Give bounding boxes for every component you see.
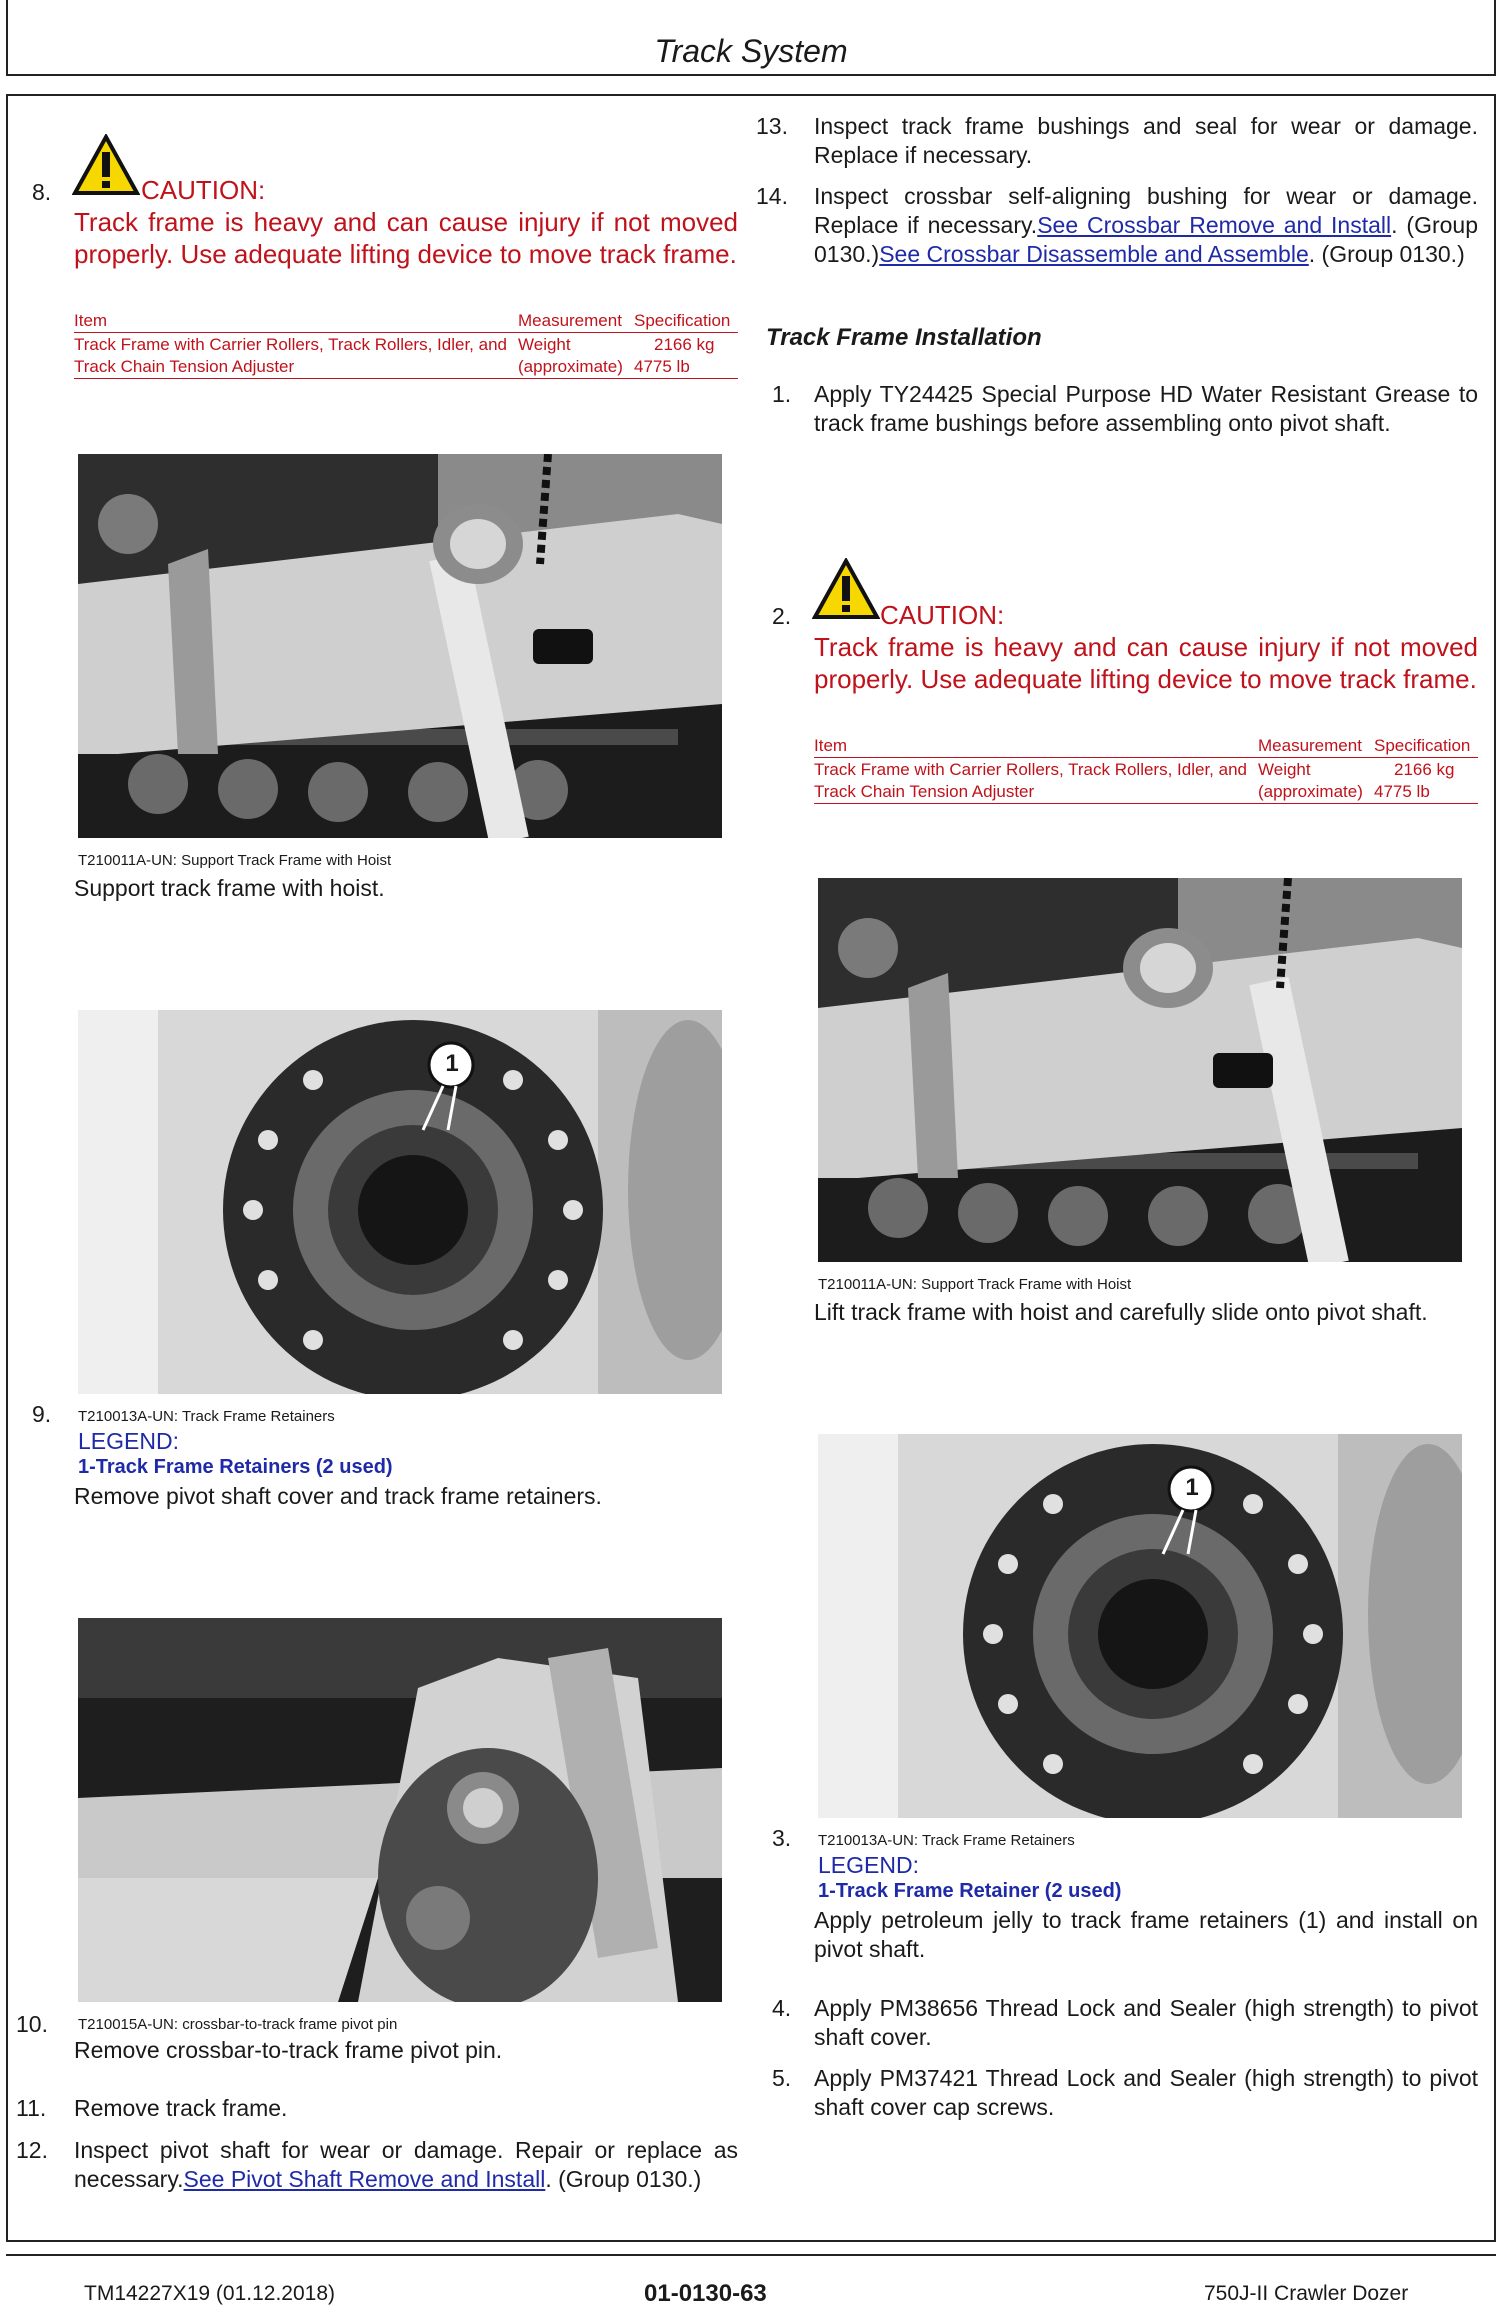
callout-1: 1 <box>1185 1474 1199 1501</box>
step-3-text: Apply petroleum jelly to track frame retainers (1) and install on pivot shaft. <box>814 1907 1478 1962</box>
pivot-shaft-link[interactable]: See Pivot Shaft Remove and Install <box>183 2166 546 2192</box>
step-2-number: 2. <box>772 603 792 629</box>
legend-title: LEGEND: <box>78 1428 179 1454</box>
step-9-text: Remove pivot shaft cover and track frame retainers. <box>74 1483 602 1509</box>
caution-text: Track frame is heavy and can cause injury if not moved properly. Use adequate lifting device to move track frame. <box>74 207 738 269</box>
caution-text: Track frame is heavy and can cause injury if not moved properly. Use adequate lifting device to move track frame. <box>814 632 1478 694</box>
spec-item: Track Frame with Carrier Rollers, Track Rollers, Idler, and Track Chain Tension Adjuster <box>814 760 1247 801</box>
caution-label: CAUTION: <box>141 175 266 205</box>
track-frame-retainers-photo <box>78 1010 722 1394</box>
footer-page-number: 01-0130-63 <box>644 2280 767 2307</box>
step-12-text-b: . (Group 0130.) <box>545 2166 702 2192</box>
spec-value-lb: 4775 lb <box>634 357 690 376</box>
step-4-number: 4. <box>772 1995 792 2021</box>
caution-label: CAUTION: <box>880 600 1005 630</box>
spec-table <box>814 735 1478 805</box>
step-12-text-a: Inspect pivot shaft for wear or damage. Repair or replace as necessary. <box>74 2137 738 2192</box>
page-title: Track System <box>654 33 848 69</box>
figure-caption: T210013A-UN: Track Frame Retainers <box>78 1408 335 1425</box>
step-10-number: 10. <box>16 2011 48 2037</box>
section-title: Track Frame Installation <box>766 324 1042 351</box>
step-4-text: Apply PM38656 Thread Lock and Sealer (high strength) to pivot shaft cover. <box>814 1995 1478 2050</box>
step-3-number: 3. <box>772 1825 792 1851</box>
warning-icon <box>812 558 880 620</box>
step-14-text <box>814 182 1478 269</box>
spec-value-lb: 4775 lb <box>1374 782 1430 801</box>
step-10-text: Remove crossbar-to-track frame pivot pin. <box>74 2037 503 2063</box>
spec-value-kg: 2166 kg <box>1394 760 1455 779</box>
pivot-pin-photo <box>78 1618 722 2002</box>
footer-divider <box>6 2254 1496 2256</box>
track-frame-hoist-photo <box>818 878 1462 1262</box>
crossbar-disassemble-link[interactable]: See Crossbar Disassemble and Assemble <box>879 241 1309 267</box>
step-14-text-c: . (Group 0130.) <box>1308 241 1465 267</box>
spec-measurement: Weight (approximate) <box>518 335 623 376</box>
legend-item: 1-Track Frame Retainers (2 used) <box>78 1456 393 1478</box>
step-1-number: 1. <box>772 381 792 407</box>
step-12-number: 12. <box>16 2137 48 2163</box>
spec-col-item: Item <box>814 736 848 755</box>
legend-item: 1-Track Frame Retainer (2 used) <box>818 1880 1122 1902</box>
track-frame-hoist-photo <box>78 454 722 838</box>
track-frame-retainers-photo <box>818 1434 1462 1818</box>
figure-caption: T210011A-UN: Support Track Frame with Hoist <box>78 852 392 869</box>
callout-1: 1 <box>445 1050 459 1077</box>
figure-caption: T210015A-UN: crossbar-to-track frame pivot pin <box>78 2016 398 2033</box>
figure-caption: T210013A-UN: Track Frame Retainers <box>818 1832 1075 1849</box>
step-8-number: 8. <box>32 179 52 205</box>
spec-col-item: Item <box>74 311 108 330</box>
step-14-number: 14. <box>756 183 788 209</box>
step-11-number: 11. <box>16 2095 47 2121</box>
step-5-number: 5. <box>772 2065 792 2091</box>
step-1-text: Apply TY24425 Special Purpose HD Water Resistant Grease to track frame bushings before assembling onto pivot shaft. <box>814 381 1478 436</box>
warning-icon <box>72 134 140 196</box>
spec-value-kg: 2166 kg <box>654 335 715 354</box>
page-header <box>6 0 1496 76</box>
spec-col-specification: Specification <box>634 311 731 330</box>
step-12-text <box>74 2136 738 2194</box>
step-14-text-b: . (Group 0130.) <box>814 212 1478 267</box>
step-2-text: Lift track frame with hoist and carefully slide onto pivot shaft. <box>814 1299 1428 1325</box>
step-13-text: Inspect track frame bushings and seal for wear or damage. Replace if necessary. <box>814 113 1478 168</box>
spec-col-measurement: Measurement <box>1258 736 1362 755</box>
footer-model: 750J-II Crawler Dozer <box>1204 2282 1409 2305</box>
crossbar-remove-link[interactable]: See Crossbar Remove and Install <box>1037 212 1392 238</box>
step-11-text: Remove track frame. <box>74 2095 288 2121</box>
step-5-text: Apply PM37421 Thread Lock and Sealer (high strength) to pivot shaft cover cap screws. <box>814 2065 1478 2120</box>
step-9-number: 9. <box>32 1401 52 1427</box>
step-13-number: 13. <box>756 113 788 139</box>
step-8-text: Support track frame with hoist. <box>74 875 385 901</box>
step-14-text-a: Inspect crossbar self-aligning bushing for wear or damage. Replace if necessary. <box>814 183 1478 238</box>
footer-doc-id: TM14227X19 (01.12.2018) <box>84 2282 336 2305</box>
spec-col-specification: Specification <box>1374 736 1471 755</box>
legend-title: LEGEND: <box>818 1852 919 1878</box>
figure-caption: T210011A-UN: Support Track Frame with Hoist <box>818 1276 1132 1293</box>
spec-table <box>74 310 738 380</box>
spec-col-measurement: Measurement <box>518 311 622 330</box>
spec-item: Track Frame with Carrier Rollers, Track Rollers, Idler, and Track Chain Tension Adjuster <box>74 335 507 376</box>
spec-measurement: Weight (approximate) <box>1258 760 1363 801</box>
